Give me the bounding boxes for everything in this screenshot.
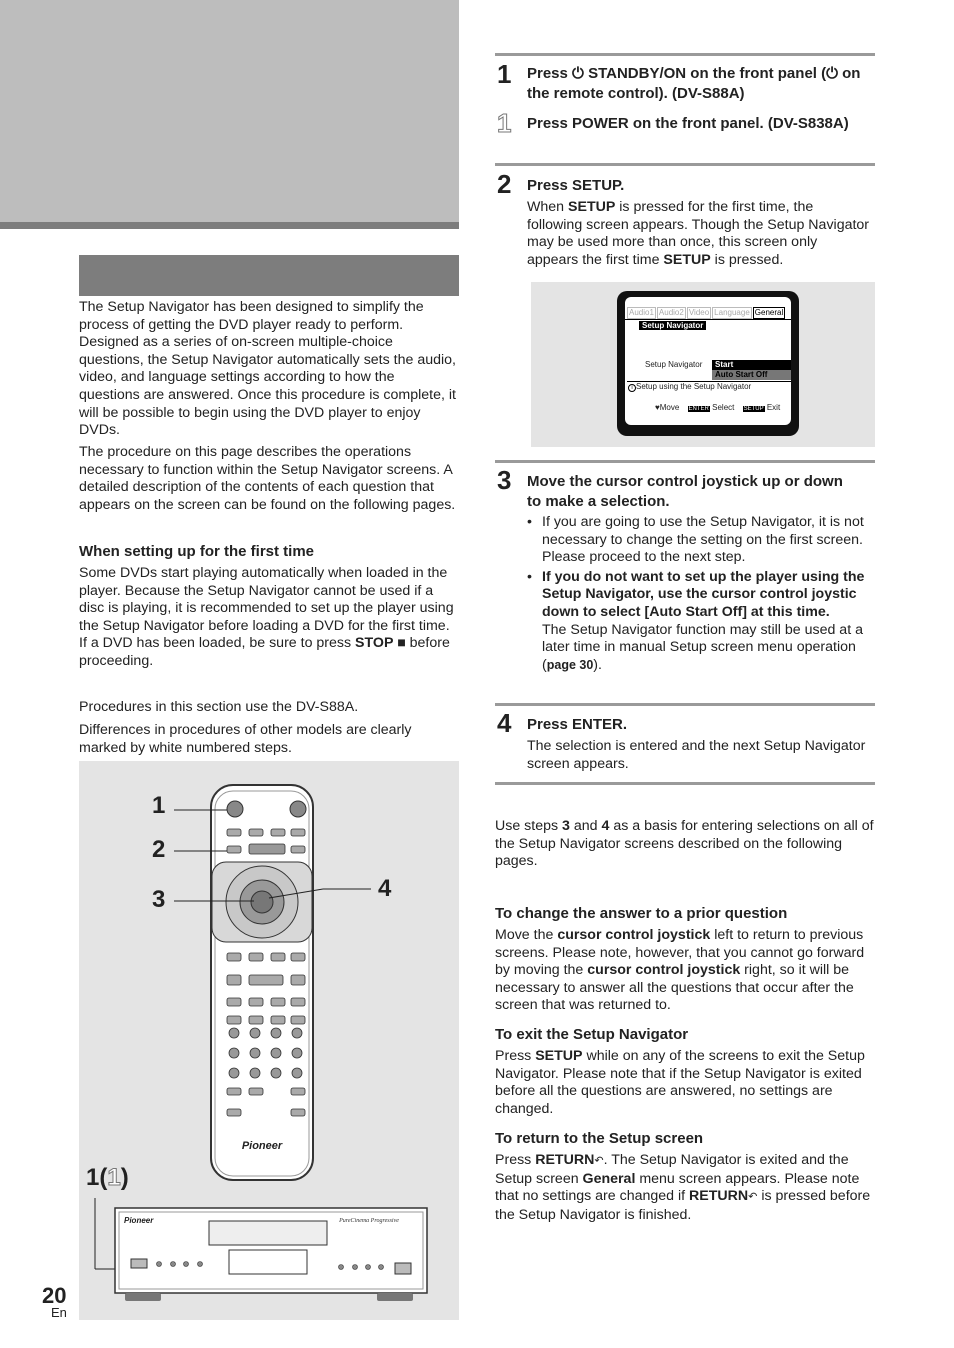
step-2-title: Press SETUP.	[527, 177, 625, 194]
callout-4: 4	[378, 875, 392, 902]
first-time-body: Some DVDs start playing automatically when loaded in the player. Because the Setup Navigator cannot be used if a disc is playing, it is recommended to set up the player using the Setup Navigator before loading a DVD for the first time. If a DVD has been loaded, be sure to press STOP ■ before proceeding.	[79, 565, 454, 669]
rule-4	[495, 703, 875, 706]
rule-3	[495, 460, 875, 463]
osd-tabs	[627, 307, 786, 319]
tv-frame	[617, 291, 799, 436]
step-3-title: Move the cursor control joystick up or down to make a selection.	[527, 473, 843, 510]
osd-tab-video[interactable]: Video	[688, 308, 710, 317]
player-tag-text: PureCinema Progressive	[339, 1218, 399, 1224]
info-icon: i	[628, 384, 636, 392]
osd-footer: ♥Move ENTER Select SETUP Exit	[655, 403, 781, 412]
callout-2: 2	[152, 836, 166, 863]
remote-brand-logo: Pioneer	[241, 1140, 283, 1152]
section-title-bar	[79, 255, 459, 296]
step-2-number: 2	[497, 169, 512, 199]
osd-tab-general[interactable]: General	[754, 308, 784, 317]
setup-key-icon: SETUP	[743, 406, 764, 412]
step-2-body: When SETUP is pressed for the first time, the following screen appears. Though the Setup Navigator may be used more than once, this screen only appears the first time SETUP is pressed.	[527, 199, 870, 268]
osd-option-auto-start-off[interactable]: Auto Start Off	[712, 370, 791, 380]
rule-2	[495, 163, 875, 166]
step-3-number: 3	[497, 465, 512, 495]
step-1-white-title: Press POWER on the front panel. (DV-S838A)	[527, 115, 849, 132]
osd-screen	[625, 297, 791, 425]
return-icon: ↶	[594, 1155, 604, 1167]
page-lang: En	[51, 1305, 67, 1320]
header-rule	[0, 222, 459, 229]
change-answer-heading: To change the answer to a prior question	[495, 905, 788, 922]
player-brand-logo: Pioneer	[124, 1216, 154, 1225]
rule-top	[495, 53, 875, 56]
intro-paragraph-1: The Setup Navigator has been designed to simplify the process of getting the DVD player ready to perform. Designed as a series of on-screen multiple-choice questions, the Setup Navigator automatically sets the audio, video, and language settings according to how the questions are answered. Once this procedure is complete, it will be possible to begin using the DVD player to enjoy DVDs.	[79, 299, 456, 439]
return-body: Press RETURN↶. The Setup Navigator is exited and the Setup screen General menu screen appears. Please note that no settings are changed if RETURN↶ is pressed before the Setup Navigator is finished.	[495, 1152, 871, 1223]
step-4-body: The selection is entered and the next Setup Navigator screen appears.	[527, 738, 866, 772]
step-3-bullet-2: • If you do not want to set up the player using the Setup Navigator, use the cursor control joystic down to select [Auto Start Off] at this time. The Setup Navigator function may still be used at a later time in manual Setup screen menu operation (page 30).	[527, 569, 872, 675]
osd-info: i Setup using the Setup Navigator	[628, 382, 751, 392]
step-1-title: Press ⏻ STANDBY/ON on the front panel (⏻ on the remote control). (DV-S88A)	[527, 65, 861, 102]
osd-title: Setup Navigator	[639, 321, 706, 331]
osd-row-label: Setup Navigator	[645, 360, 703, 369]
step-1-number: 1	[497, 59, 512, 89]
header-gray-block	[0, 0, 459, 222]
osd-option-start[interactable]: Start	[712, 360, 791, 370]
intro-paragraph-2: The procedure on this page describes the operations necessary to function within the Setup Navigator screens. A detailed description of the contents of each question that appears on the screen can be found on the following pages.	[79, 444, 456, 513]
step-4-number: 4	[497, 708, 512, 738]
step-4-title: Press ENTER.	[527, 716, 628, 733]
exit-heading: To exit the Setup Navigator	[495, 1026, 689, 1043]
step-3-bullets	[527, 514, 872, 676]
osd-tab-audio2[interactable]: Audio2	[658, 308, 684, 317]
remote-and-player-illustration	[79, 761, 459, 1320]
step-3-bullet-1: • If you are going to use the Setup Navigator, it is not necessary to change the setting on the first screen. Please proceed to the next step.	[527, 514, 872, 567]
illustration-panel	[79, 761, 459, 1320]
joystick-icon: ♥	[655, 403, 660, 412]
use-steps-note: Use steps 3 and 4 as a basis for entering selections on all of the Setup Navigator screens described on the following pages.	[495, 818, 874, 870]
change-answer-body: Move the cursor control joystick left to return to previous screens. Please note, however, that you cannot go forward by moving the cursor control joystick right, so it will be necessary to answer all the questions that occur after the screen that was returned to.	[495, 927, 865, 1014]
first-time-heading: When setting up for the first time	[79, 543, 314, 560]
return-heading: To return to the Setup screen	[495, 1130, 704, 1147]
osd-tab-language[interactable]: Language	[714, 308, 750, 317]
rule-5	[495, 782, 875, 785]
return-icon: ↶	[748, 1191, 758, 1204]
enter-key-icon: ENTER	[688, 406, 709, 412]
procedures-note: Procedures in this section use the DV-S88A.	[79, 699, 359, 715]
callout-1-white: 1(1)	[86, 1164, 129, 1191]
step-1-white-number: 1	[497, 108, 512, 138]
exit-body: Press SETUP while on any of the screens to exit the Setup Navigator. Please note that if the Setup Navigator is exited before all the questions are answered, no settings are changed.	[495, 1048, 865, 1117]
differences-note: Differences in procedures of other models are clearly marked by white numbered steps.	[79, 722, 412, 756]
osd-tab-audio1[interactable]: Audio1	[629, 308, 654, 317]
callout-3: 3	[152, 886, 166, 913]
page-number: 20	[42, 1283, 67, 1308]
callout-1: 1	[152, 792, 166, 819]
